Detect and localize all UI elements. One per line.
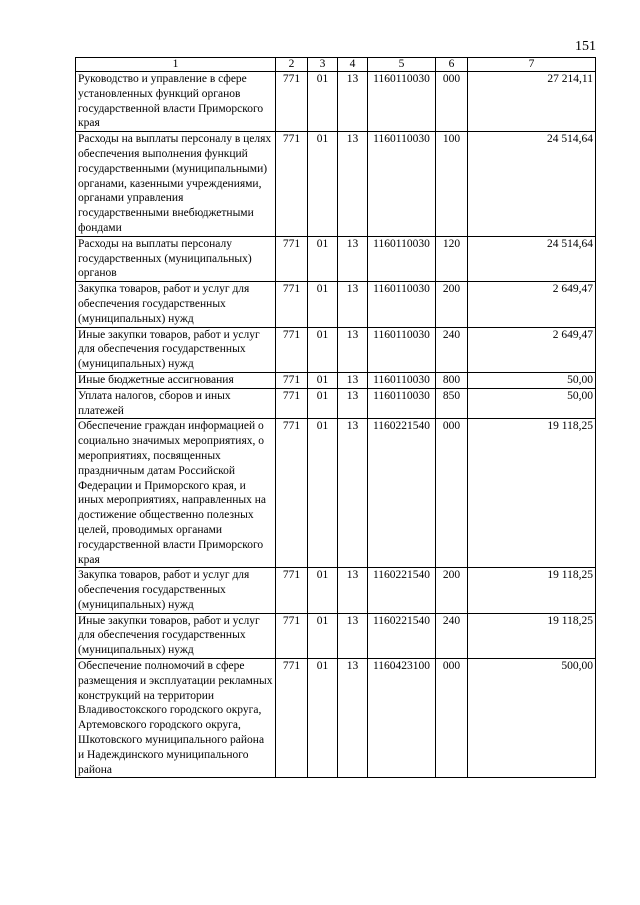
row-expense-type-code: 000 (436, 72, 468, 132)
row-department-code: 771 (276, 327, 308, 372)
row-subsection-code: 13 (338, 72, 368, 132)
row-target-article-code: 1160110030 (368, 236, 436, 281)
table-row (76, 132, 596, 237)
row-name: Иные закупки товаров, работ и услуг для обеспечения государственных (муниципальных) нужд (76, 613, 276, 658)
row-amount: 50,00 (468, 388, 596, 419)
row-subsection-code: 13 (338, 372, 368, 388)
col-header-4: 4 (338, 58, 368, 72)
row-target-article-code: 1160110030 (368, 372, 436, 388)
row-section-code: 01 (308, 568, 338, 613)
row-amount: 27 214,11 (468, 72, 596, 132)
row-section-code: 01 (308, 72, 338, 132)
row-target-article-code: 1160110030 (368, 327, 436, 372)
row-expense-type-code: 000 (436, 419, 468, 568)
col-header-7: 7 (468, 58, 596, 72)
row-amount: 19 118,25 (468, 568, 596, 613)
row-section-code: 01 (308, 372, 338, 388)
row-amount: 50,00 (468, 372, 596, 388)
table-row (76, 282, 596, 327)
table-row (76, 659, 596, 778)
row-department-code: 771 (276, 372, 308, 388)
table-row (76, 72, 596, 132)
row-department-code: 771 (276, 132, 308, 237)
table-row (76, 388, 596, 419)
row-section-code: 01 (308, 388, 338, 419)
row-department-code: 771 (276, 613, 308, 658)
row-expense-type-code: 240 (436, 327, 468, 372)
row-expense-type-code: 120 (436, 236, 468, 281)
row-department-code: 771 (276, 388, 308, 419)
row-name: Руководство и управление в сфере установленных функций органов государственной власти Приморского края (76, 72, 276, 132)
row-amount: 500,00 (468, 659, 596, 778)
row-expense-type-code: 800 (436, 372, 468, 388)
row-amount: 19 118,25 (468, 419, 596, 568)
row-section-code: 01 (308, 419, 338, 568)
row-name: Иные закупки товаров, работ и услуг для обеспечения государственных (муниципальных) нужд (76, 327, 276, 372)
row-name: Уплата налогов, сборов и иных платежей (76, 388, 276, 419)
row-expense-type-code: 200 (436, 282, 468, 327)
row-expense-type-code: 850 (436, 388, 468, 419)
row-section-code: 01 (308, 613, 338, 658)
col-header-1: 1 (76, 58, 276, 72)
col-header-5: 5 (368, 58, 436, 72)
row-department-code: 771 (276, 659, 308, 778)
row-subsection-code: 13 (338, 613, 368, 658)
row-department-code: 771 (276, 72, 308, 132)
row-subsection-code: 13 (338, 236, 368, 281)
row-subsection-code: 13 (338, 419, 368, 568)
row-target-article-code: 1160221540 (368, 419, 436, 568)
row-name: Расходы на выплаты персоналу государственных (муниципальных) органов (76, 236, 276, 281)
header-row (76, 58, 596, 72)
row-expense-type-code: 200 (436, 568, 468, 613)
row-name: Закупка товаров, работ и услуг для обеспечения государственных (муниципальных) нужд (76, 568, 276, 613)
table-row (76, 236, 596, 281)
row-name: Обеспечение полномочий в сфере размещения и эксплуатации рекламных конструкций на территории Владивостокского городского округа, Артемовского городского округа, Шкотовского муниципального района и Надеждинского муниципального района (76, 659, 276, 778)
row-target-article-code: 1160110030 (368, 388, 436, 419)
row-subsection-code: 13 (338, 568, 368, 613)
row-section-code: 01 (308, 282, 338, 327)
row-department-code: 771 (276, 568, 308, 613)
row-section-code: 01 (308, 132, 338, 237)
row-amount: 24 514,64 (468, 132, 596, 237)
row-amount: 24 514,64 (468, 236, 596, 281)
row-name: Обеспечение граждан информацией о социально значимых мероприятиях, о мероприятиях, посвященных праздничным датам Российской Федерации и Приморского края, и иных мероприятиях, направленных на достижение общественно полезных целей, проводимых органами государственной власти Приморского края (76, 419, 276, 568)
table-row (76, 327, 596, 372)
row-subsection-code: 13 (338, 388, 368, 419)
table-row (76, 568, 596, 613)
row-subsection-code: 13 (338, 282, 368, 327)
row-department-code: 771 (276, 419, 308, 568)
row-subsection-code: 13 (338, 132, 368, 237)
row-amount: 19 118,25 (468, 613, 596, 658)
row-expense-type-code: 000 (436, 659, 468, 778)
row-name: Закупка товаров, работ и услуг для обеспечения государственных (муниципальных) нужд (76, 282, 276, 327)
row-section-code: 01 (308, 236, 338, 281)
budget-table (75, 57, 596, 778)
row-section-code: 01 (308, 327, 338, 372)
table-row (76, 372, 596, 388)
row-amount: 2 649,47 (468, 282, 596, 327)
row-target-article-code: 1160110030 (368, 282, 436, 327)
row-target-article-code: 1160423100 (368, 659, 436, 778)
row-subsection-code: 13 (338, 327, 368, 372)
row-subsection-code: 13 (338, 659, 368, 778)
page-number: 151 (575, 39, 596, 54)
table-row (76, 613, 596, 658)
row-target-article-code: 1160110030 (368, 72, 436, 132)
row-target-article-code: 1160221540 (368, 613, 436, 658)
col-header-6: 6 (436, 58, 468, 72)
table-row (76, 419, 596, 568)
row-name: Расходы на выплаты персоналу в целях обеспечения выполнения функций государственными (муниципальными) органами, казенными учреждениями, органами управления государственными внебюджетными фондами (76, 132, 276, 237)
row-department-code: 771 (276, 282, 308, 327)
row-target-article-code: 1160221540 (368, 568, 436, 613)
row-target-article-code: 1160110030 (368, 132, 436, 237)
row-amount: 2 649,47 (468, 327, 596, 372)
col-header-2: 2 (276, 58, 308, 72)
row-expense-type-code: 240 (436, 613, 468, 658)
row-section-code: 01 (308, 659, 338, 778)
row-department-code: 771 (276, 236, 308, 281)
row-expense-type-code: 100 (436, 132, 468, 237)
row-name: Иные бюджетные ассигнования (76, 372, 276, 388)
col-header-3: 3 (308, 58, 338, 72)
